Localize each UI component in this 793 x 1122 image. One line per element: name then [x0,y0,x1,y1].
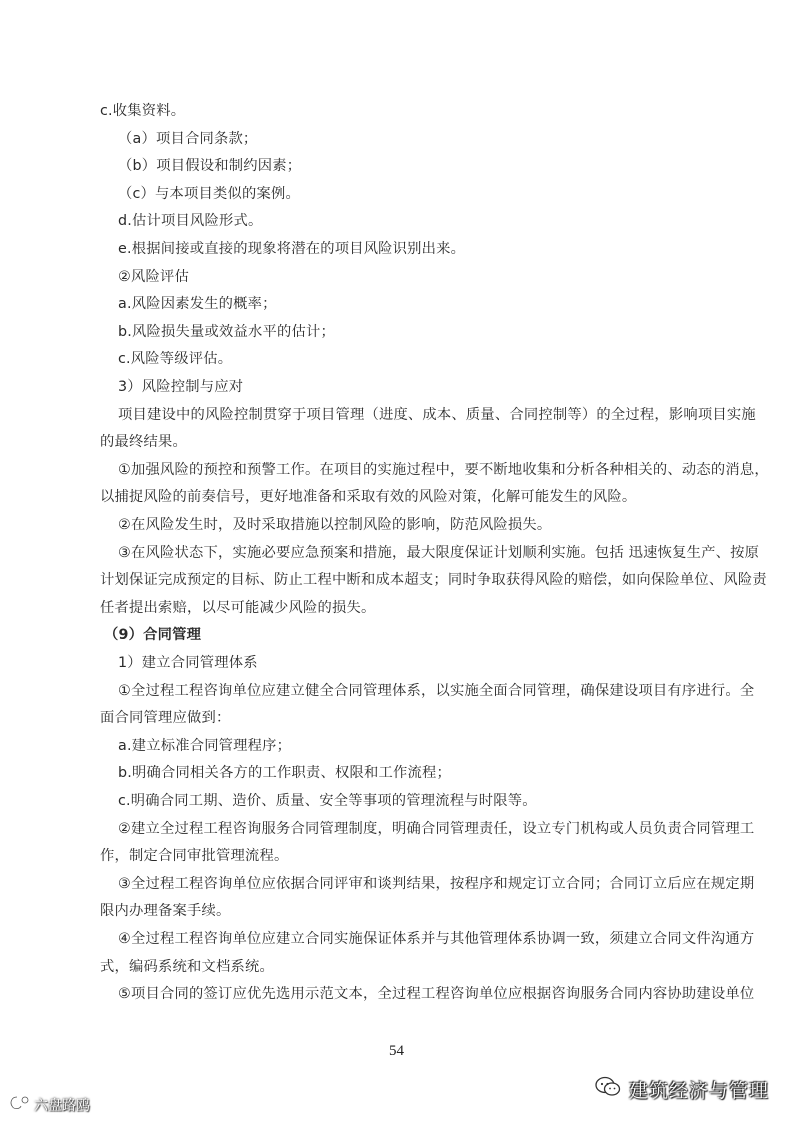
text-line: （b）项目假设和制约因素； [118,158,302,175]
text-line: ①全过程工程咨询单位应建立健全合同管理体系，以实施全面合同管理，确保建设项目有序进行。全 [118,682,755,699]
text-line: ②建立全过程工程咨询服务合同管理制度，明确合同管理责任，设立专门机构或人员负责合同管理工 [118,820,755,837]
site-watermark [8,1093,90,1117]
text-line: b.风险损失量或效益水平的估计； [118,323,335,340]
text-line: ①加强风险的预控和预警工作。在项目的实施过程中，要不断地收集和分析各种相关的、动态的消息， [118,461,769,478]
text-line: 计划保证完成预定的目标、防止工程中断和成本超支；同时争取获得风险的赔偿，如向保险单位、风险责 [100,572,767,589]
text-line: 作，制定合同审批管理流程。 [100,848,289,865]
text-line: c.收集资料。 [100,103,186,119]
text-line: ③全过程工程咨询单位应依据合同评审和谈判结果，按程序和规定订立合同；合同订立后应在规定期 [118,875,755,892]
text-line: 以捕捉风险的前奏信号，更好地准备和采取有效的风险对策，化解可能发生的风险。 [100,489,637,506]
text-line: ③在风险状态下，实施必要应急预案和措施，最大限度保证计划顺利实施。包括 迅速恢复生产、按原 [118,544,760,561]
text-line: a.建立标准合同管理程序； [118,737,292,754]
wechat-icon [595,1076,621,1102]
text-line: c.风险等级评估。 [118,351,233,368]
text-line: 式，编码系统和文档系统。 [100,958,274,975]
site-logo-icon [8,1094,30,1116]
text-line: 的最终结果。 [100,434,187,451]
page-number: 54 [389,1043,404,1059]
text-line: 3）风险控制与应对 [118,379,244,395]
text-line: ②风险评估 [118,268,190,285]
account-watermark [595,1074,769,1104]
text-line: d.估计项目风险形式。 [118,213,263,230]
text-line: 限内办理备案手续。 [100,903,231,920]
text-line: 面合同管理应做到： [100,710,231,727]
text-line: （9）合同管理 [104,627,202,644]
text-line: ④全过程工程咨询单位应建立合同实施保证体系并与其他管理体系协调一致，须建立合同文件沟通方 [118,931,755,947]
text-line: 任者提出索赔，以尽可能减少风险的损失。 [100,599,376,616]
text-line: （c）与本项目类似的案例。 [118,185,301,202]
text-line: 项目建设中的风险控制贯穿于项目管理（进度、成本、质量、合同控制等）的全过程，影响项目实施 [118,406,756,423]
site-name: 六盘路鸥 [34,1098,90,1114]
text-line: b.明确合同相关各方的工作职责、权限和工作流程； [118,765,451,782]
text-line: c.明确合同工期、造价、质量、安全等事项的管理流程与时限等。 [118,793,537,809]
text-line: ⑤项目合同的签订应优先选用示范文本，全过程工程咨询单位应根据咨询服务合同内容协助建设单位 [118,986,755,1003]
account-name: 建筑经济与管理 [628,1079,769,1102]
text-line: （a）项目合同条款； [118,130,258,147]
text-line: a.风险因素发生的概率； [118,296,277,313]
text-line: e.根据间接或直接的现象将潜在的项目风险识别出来。 [118,241,466,257]
text-line: 1）建立合同管理体系 [118,655,258,671]
text-line: ②在风险发生时，及时采取措施以控制风险的影响，防范风险损失。 [118,517,552,533]
